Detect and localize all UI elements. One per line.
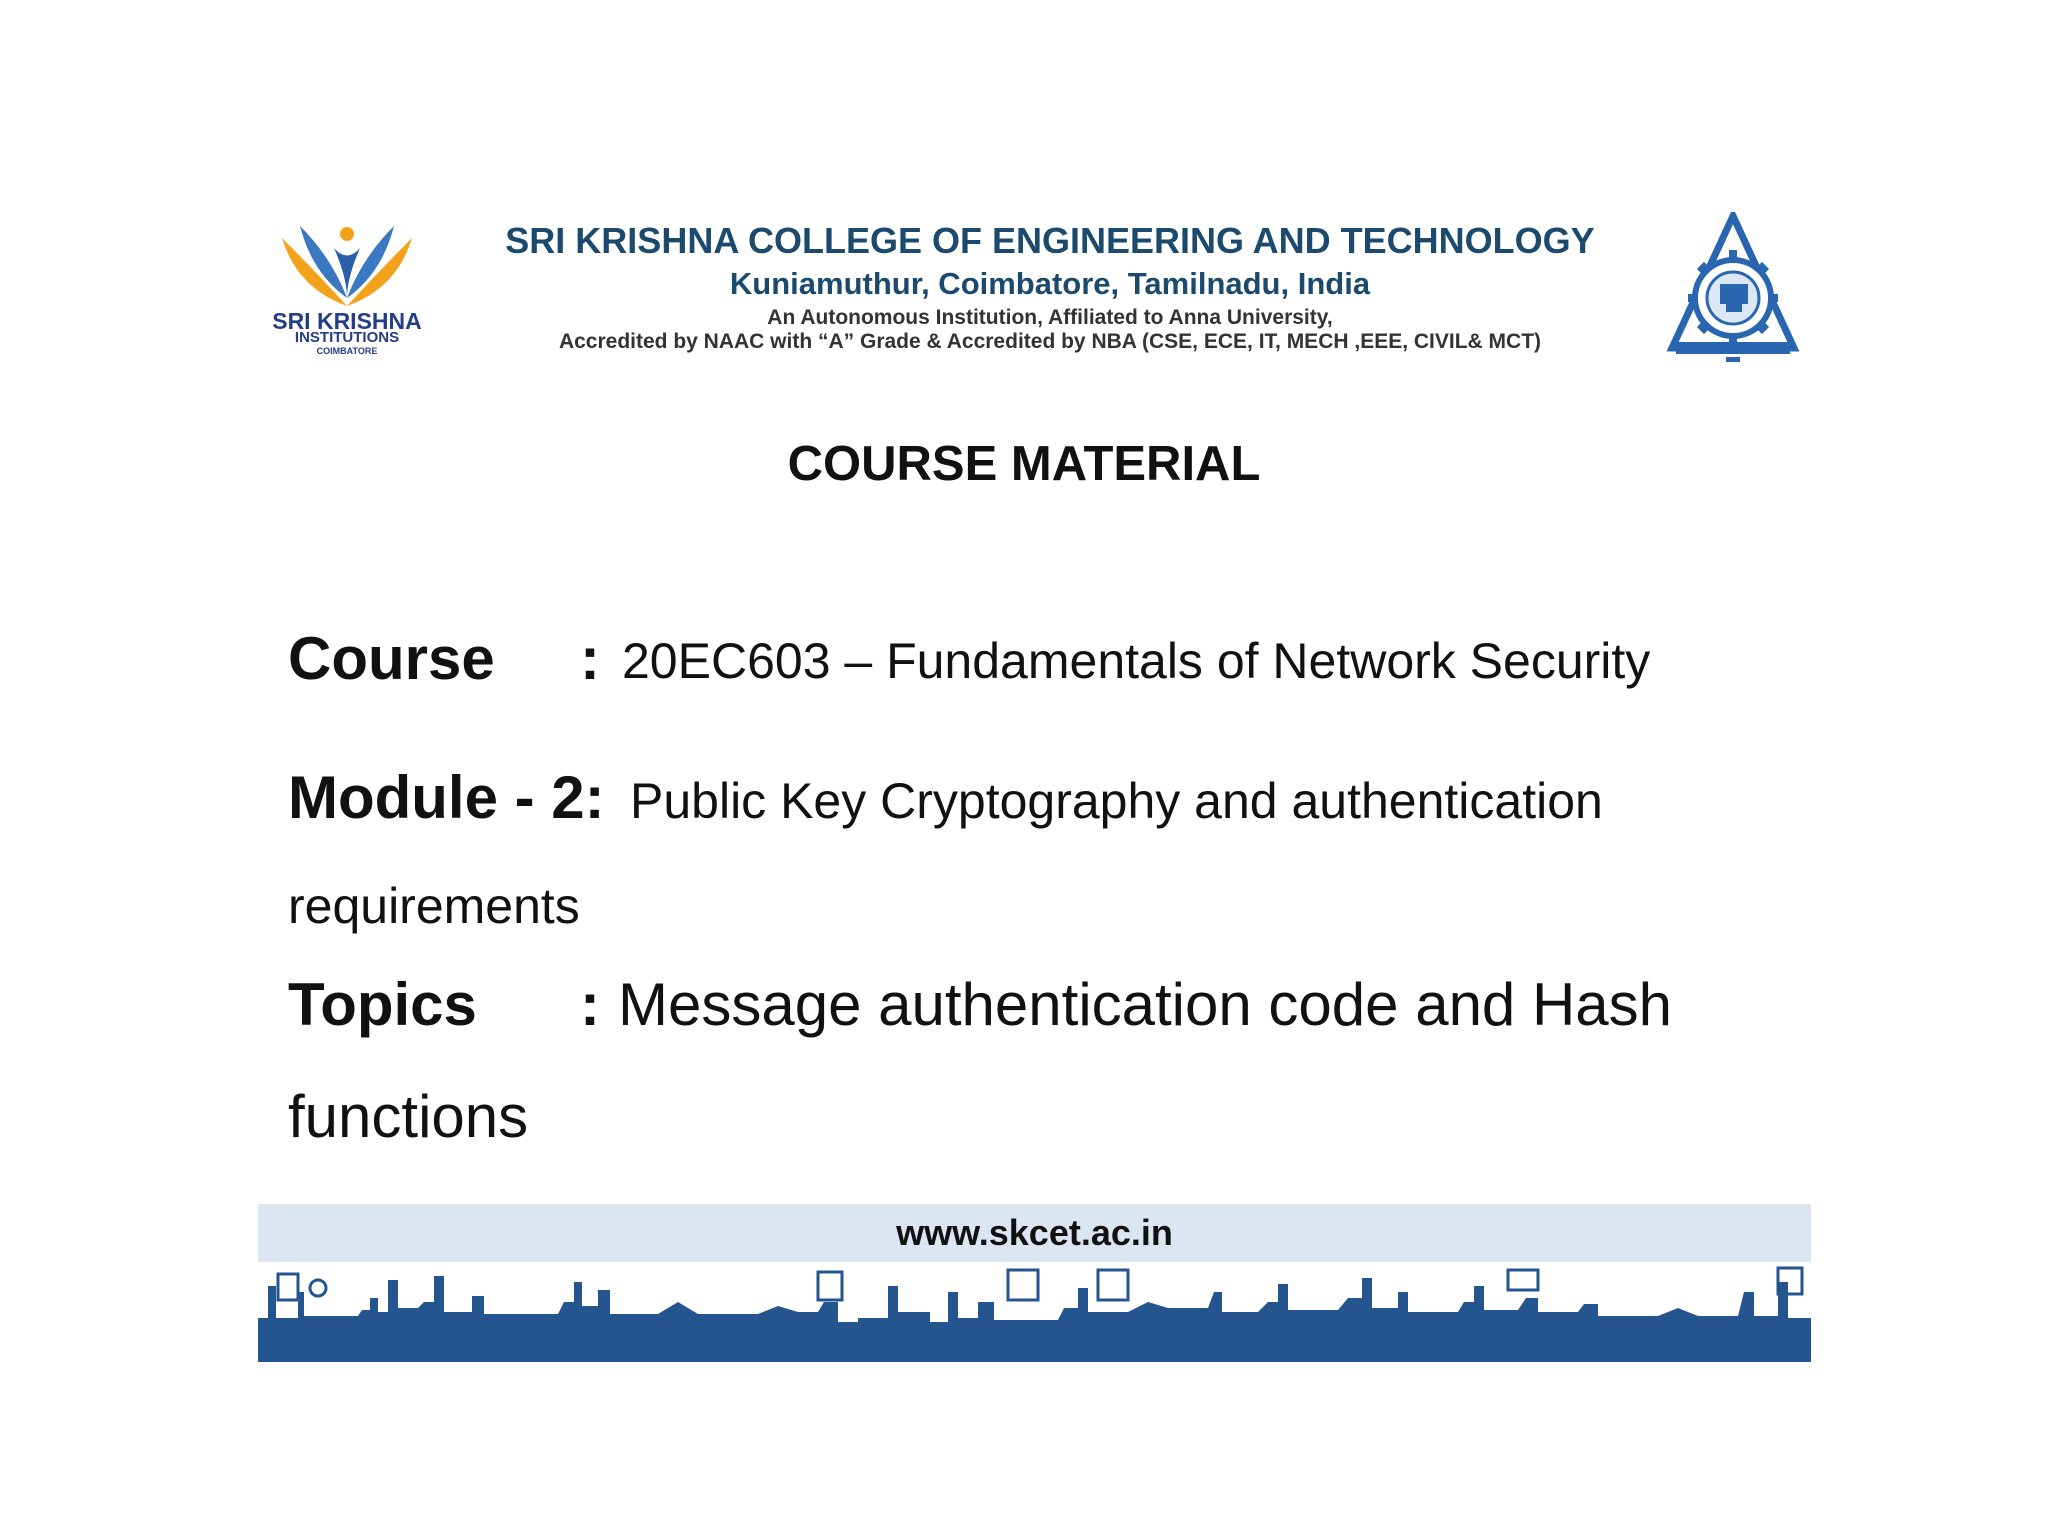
footer-bar [258, 1204, 1811, 1262]
city-skyline-banner-icon [258, 1262, 1811, 1362]
gear-emblem-icon [1666, 212, 1800, 364]
course-value: 20EC603 – Fundamentals of Network Security [622, 633, 1651, 689]
module-label: Module - 2: [288, 764, 605, 831]
topics-colon: : [580, 971, 600, 1038]
topics-label: Topics [288, 971, 477, 1038]
lotus-logo-icon [262, 218, 432, 313]
module-value-line2: requirements [288, 878, 580, 934]
course-label: Course [288, 625, 495, 692]
website-url[interactable]: www.skcet.ac.in [896, 1212, 1173, 1253]
college-affiliation: An Autonomous Institution, Affiliated to Anna University, [767, 306, 1333, 329]
course-colon: : [580, 625, 600, 692]
logo-name-line2: INSTITUTIONS [294, 329, 400, 346]
college-accreditation: Accredited by NAAC with “A” Grade & Accredited by NBA (CSE, ECE, IT, MECH ,EEE, CIVIL& MCT) [558, 330, 1542, 353]
logo-name-line1: SRI KRISHNA [272, 308, 422, 334]
college-location: Kuniamuthur, Coimbatore, Tamilnadu, India [729, 266, 1371, 301]
logo-name-line3: COIMBATORE [316, 346, 378, 356]
college-name: SRI KRISHNA COLLEGE OF ENGINEERING AND TECHNOLOGY [505, 220, 1595, 261]
topics-value-line2: functions [288, 1083, 529, 1150]
sri-krishna-logo [262, 218, 432, 368]
topics-value-line1: Message authentication code and Hash [618, 971, 1673, 1038]
page-title: COURSE MATERIAL [787, 437, 1261, 491]
college-emblem [1666, 212, 1800, 364]
module-value-line1: Public Key Cryptography and authentication [630, 773, 1603, 829]
